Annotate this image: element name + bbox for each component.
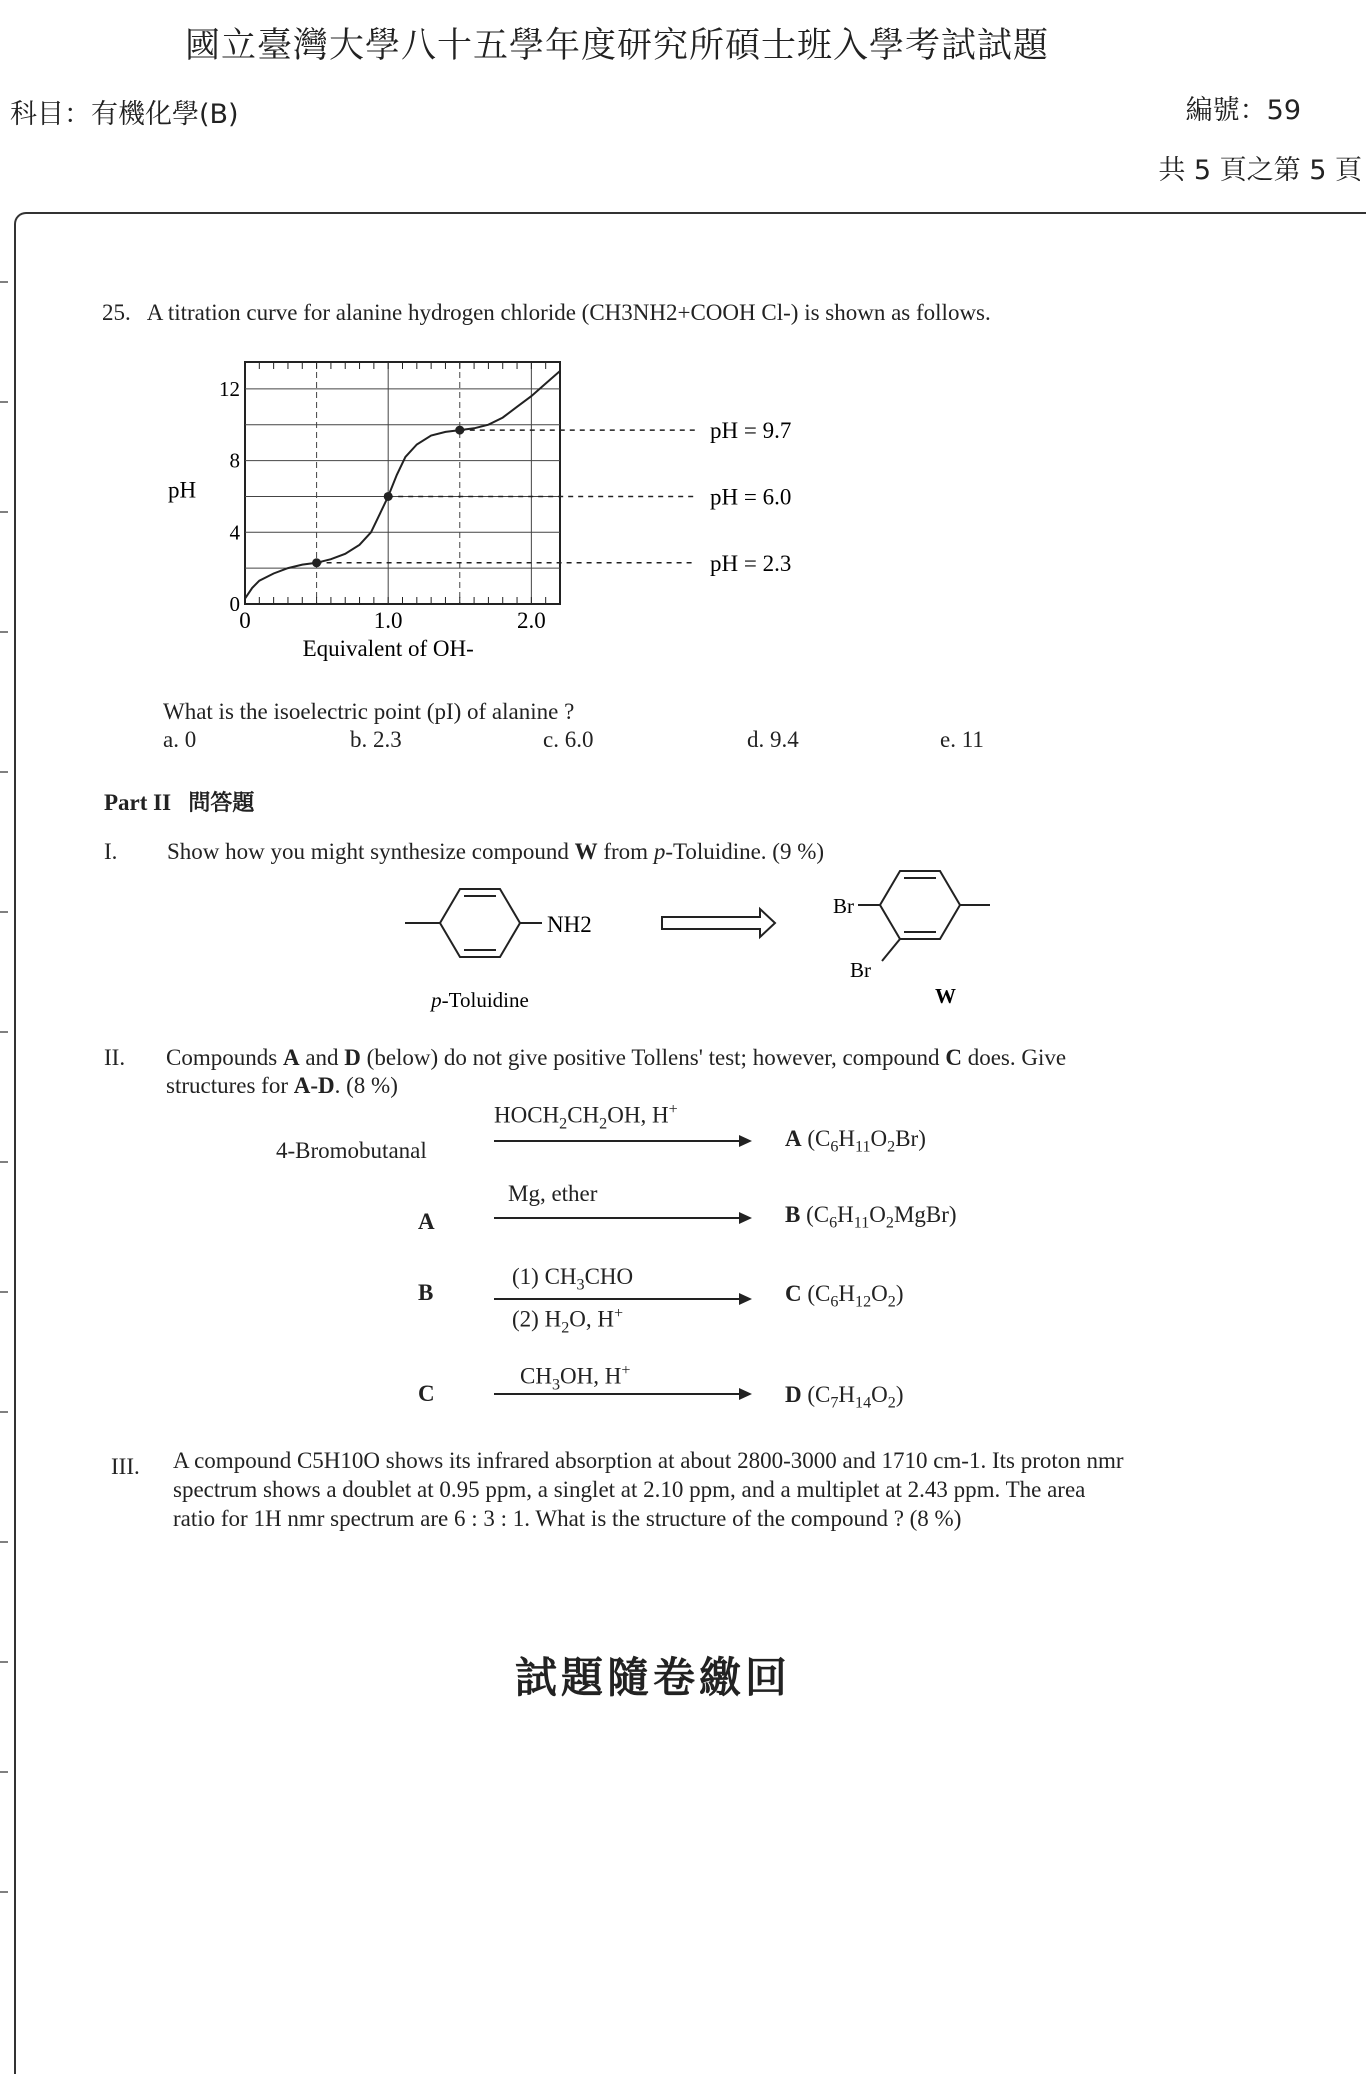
reaction-3-reagent-bottom: (2) $H_2O$, H+ <box>512 1305 624 1337</box>
reaction-4-product: D $(C_7H_{14}O_2)$ <box>785 1382 904 1412</box>
q2-line1: Compounds A and D (below) do not give positive Tollens' test; however, compound C does. Give <box>166 1045 1067 1070</box>
reaction-2-arrow <box>494 1208 754 1228</box>
exam-title: 國立臺灣大學八十五學年度研究所碩士班入學考試試題 <box>185 26 1050 66</box>
reaction-1-product: A $(C_6H_{11}O_2Br)$ <box>785 1126 926 1156</box>
nh2-group: NH2 <box>547 912 592 937</box>
q1-number: I. <box>104 839 118 864</box>
reaction-4-start: C <box>418 1381 435 1406</box>
reaction-3-reagent-top: (1) $CH_3CHO$ <box>512 1264 634 1294</box>
exam-code: 編號：59 <box>1185 95 1301 126</box>
p-toluidine-label: p-Toluidine <box>431 988 529 1012</box>
ph-annotation: pH = 9.7 <box>710 418 792 444</box>
margin-ticks <box>0 212 10 2012</box>
y-tick-label: 8 <box>229 448 240 473</box>
reaction-2-start: A <box>418 1209 435 1234</box>
question-text: A titration curve for alanine hydrogen chloride (CH3NH2+COOH Cl-) is shown as follows. <box>146 300 991 325</box>
compound-w-label: W <box>935 984 956 1008</box>
q1-text: Show how you might synthesize compound W from p-Toluidine. (9 %) <box>167 839 825 864</box>
q1-scheme <box>390 865 1030 1015</box>
x-axis-label: Equivalent of OH- <box>302 636 474 661</box>
reaction-2-product: B $(C_6H_{11}O_2MgBr)$ <box>785 1202 957 1232</box>
compound-w-structure <box>858 871 990 961</box>
q2-line2: structures for A-D. (8 %) <box>166 1073 398 1098</box>
question-number: 25. <box>102 300 131 325</box>
reaction-2-reagent: Mg, ether <box>508 1181 598 1206</box>
part-2-heading <box>104 786 254 817</box>
q2-number: II. <box>104 1045 126 1070</box>
titration-curve <box>245 371 560 599</box>
ph-annotation: pH = 6.0 <box>710 484 792 510</box>
subject-label: 科目：有機化學(B) <box>10 99 239 130</box>
y-axis-label: pH <box>168 477 197 503</box>
part-2-title-cjk: 問答題 <box>188 791 255 816</box>
isoelectric-question: What is the isoelectric point (pI) of alanine ? <box>163 699 575 724</box>
reaction-3-start: B <box>418 1280 434 1305</box>
br-label-1: Br <box>833 894 854 918</box>
q3-line2: spectrum shows a doublet at 0.95 ppm, a singlet at 2.10 ppm, and a multiplet at 2.43 ppm. The area <box>173 1477 1086 1502</box>
question-25 <box>102 300 991 326</box>
synthesis-arrow <box>662 909 775 937</box>
choice-d: d. 9.4 <box>747 727 799 752</box>
reaction-1-arrow <box>494 1131 754 1151</box>
ph-annotation: pH = 2.3 <box>710 550 792 576</box>
part-2-title: Part II <box>104 790 172 815</box>
x-tick-label: 1.0 <box>373 608 403 633</box>
q3-number: III. <box>111 1454 140 1479</box>
reaction-4-reagent: $CH_3OH$, H+ <box>520 1362 631 1394</box>
choice-e: e. 11 <box>940 727 984 752</box>
q3-line3: ratio for 1H nmr spectrum are 6 : 3 : 1. What is the structure of the compound ? (8 %) <box>173 1506 962 1531</box>
reaction-4-arrow <box>494 1384 754 1404</box>
titration-chart <box>150 350 850 680</box>
x-tick-label: 0 <box>239 608 251 633</box>
page-indicator: 共 5 頁之第 5 頁 <box>1158 155 1362 186</box>
reaction-1-reagent: $HOCH_2CH_2OH$, H+ <box>494 1101 678 1133</box>
reaction-3-product: C $(C_6H_{12}O_2)$ <box>785 1281 904 1311</box>
p-toluidine-structure <box>405 889 542 957</box>
y-tick-label: 0 <box>229 592 240 616</box>
choice-c: c. 6.0 <box>543 727 594 752</box>
y-tick-label: 12 <box>219 376 240 401</box>
y-tick-label: 4 <box>229 520 240 545</box>
x-tick-label: 2.0 <box>516 608 546 633</box>
br-label-2: Br <box>850 958 871 982</box>
choice-b: b. 2.3 <box>350 727 402 752</box>
return-paper-notice: 試題隨卷繳回 <box>515 1653 792 1702</box>
choice-a: a. 0 <box>163 727 197 752</box>
q3-line1: A compound C5H10O shows its infrared absorption at about 2800-3000 and 1710 cm-1. Its proton nmr <box>173 1448 1124 1473</box>
reaction-1-start: 4-Bromobutanal <box>276 1138 427 1163</box>
